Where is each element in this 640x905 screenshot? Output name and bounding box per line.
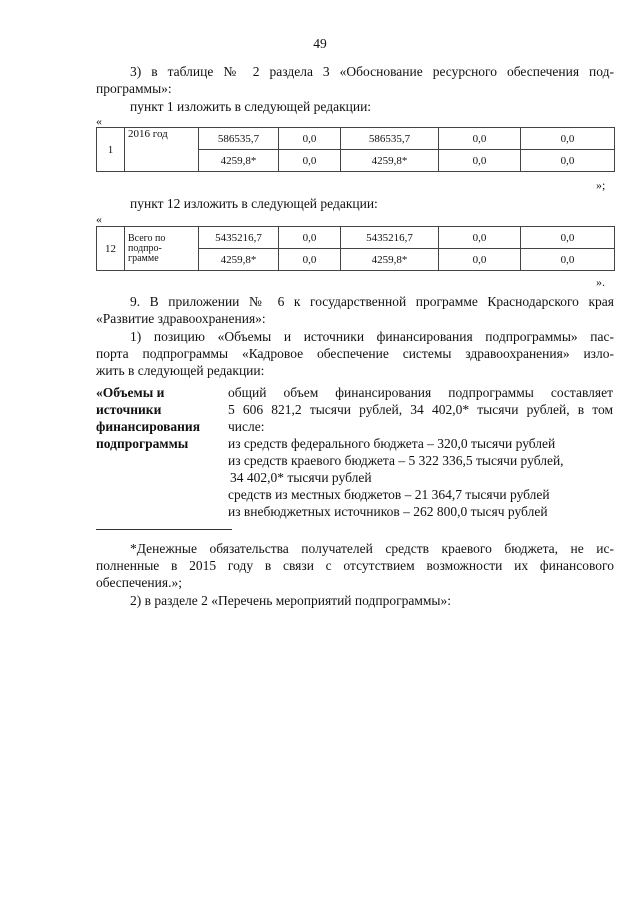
row-label bbox=[125, 227, 199, 271]
footnote-divider bbox=[96, 529, 232, 530]
param-label-line: финансирования bbox=[96, 419, 201, 434]
row-number: 12 bbox=[97, 227, 125, 271]
table-cell: 4259,8* bbox=[341, 249, 439, 271]
param-body-line: числе: bbox=[228, 419, 265, 434]
param-body-line: 34 402,0* тысячи рублей bbox=[230, 470, 372, 485]
item9-line1: 9. В приложении № 6 к государственной программе Краснодарского края bbox=[130, 294, 614, 309]
table-cell: 0,0 bbox=[439, 249, 521, 271]
table-cell: 4259,8* bbox=[199, 150, 279, 172]
table-cell: 0,0 bbox=[439, 150, 521, 172]
quote-close-2: ». bbox=[596, 275, 605, 289]
param-body-line: из средств краевого бюджета – 5 322 336,5 тысячи рублей, bbox=[228, 453, 564, 468]
table-cell: 0,0 bbox=[521, 249, 615, 271]
table-cell: 0,0 bbox=[521, 150, 615, 172]
quote-close-1: »; bbox=[596, 178, 606, 192]
table-cell: 0,0 bbox=[439, 128, 521, 150]
row-label-line: Всего по bbox=[128, 232, 166, 244]
table-cell: 0,0 bbox=[279, 227, 341, 249]
param-label-line: «Объемы и bbox=[96, 385, 165, 400]
param-body-line: из средств федерального бюджета – 320,0 тысячи рублей bbox=[228, 436, 556, 451]
param-body-line: из внебюджетных источников – 262 800,0 тысяч рублей bbox=[228, 504, 548, 519]
param-label bbox=[96, 384, 226, 452]
param-body bbox=[228, 384, 613, 520]
footnote-line3: обеспечения.»; bbox=[96, 575, 182, 590]
table-cell: 4259,8* bbox=[199, 249, 279, 271]
table-cell: 5435216,7 bbox=[199, 227, 279, 249]
table-cell: 0,0 bbox=[279, 249, 341, 271]
param-body-line: средств из местных бюджетов – 21 364,7 тысячи рублей bbox=[228, 487, 550, 502]
table-cell: 5435216,7 bbox=[341, 227, 439, 249]
param-label-line: источники bbox=[96, 402, 162, 417]
table-cell: 0,0 bbox=[521, 128, 615, 150]
item9-sub1-line3: жить в следующей редакции: bbox=[96, 363, 265, 378]
table-cell: 586535,7 bbox=[341, 128, 439, 150]
item9-line2: «Развитие здравоохранения»: bbox=[96, 311, 266, 326]
row-label-line: подпро- bbox=[128, 242, 162, 254]
table-cell: 4259,8* bbox=[341, 150, 439, 172]
item9-sub1-line1: 1) позицию «Объемы и источники финансирования подпрограммы» пас- bbox=[130, 329, 614, 344]
quote-open-1: « bbox=[96, 114, 102, 128]
point1-intro: пункт 1 изложить в следующей редакции: bbox=[130, 99, 372, 114]
item9-sub1-line2: порта подпрограммы «Кадровое обеспечение системы здравоохранения» излo- bbox=[96, 346, 614, 361]
quote-open-2: « bbox=[96, 212, 102, 226]
param-label-line: подпрограммы bbox=[96, 436, 189, 451]
page-number: 49 bbox=[313, 36, 327, 51]
table-cell: 0,0 bbox=[439, 227, 521, 249]
point12-intro: пункт 12 изложить в следующей редакции: bbox=[130, 196, 378, 211]
table-point-12 bbox=[96, 226, 615, 271]
param-body-line: общий объем финансирования подпрограммы составляет bbox=[228, 385, 613, 400]
row-label: 2016 год bbox=[125, 128, 199, 172]
table-cell: 0,0 bbox=[521, 227, 615, 249]
footnote-line2: полненные в 2015 году в связи с отсутствием возможности их финансового bbox=[96, 558, 614, 573]
table-cell: 0,0 bbox=[279, 128, 341, 150]
table-point-1 bbox=[96, 127, 615, 172]
item3-line2: программы»: bbox=[96, 81, 172, 96]
footnote-line1: *Денежные обязательства получателей средств краевого бюджета, не ис- bbox=[130, 541, 614, 556]
table-cell: 0,0 bbox=[279, 150, 341, 172]
row-number: 1 bbox=[97, 128, 125, 172]
item3-line1: 3) в таблице № 2 раздела 3 «Обоснование ресурсного обеспечения под- bbox=[130, 64, 614, 79]
row-label-line: грамме bbox=[128, 252, 159, 264]
param-body-line: 5 606 821,2 тысячи рублей, 34 402,0* тысячи рублей, в том bbox=[228, 402, 613, 417]
table-cell: 586535,7 bbox=[199, 128, 279, 150]
table-row bbox=[97, 128, 615, 150]
item2-section: 2) в разделе 2 «Перечень мероприятий подпрограммы»: bbox=[130, 593, 452, 608]
table-row bbox=[97, 227, 615, 249]
